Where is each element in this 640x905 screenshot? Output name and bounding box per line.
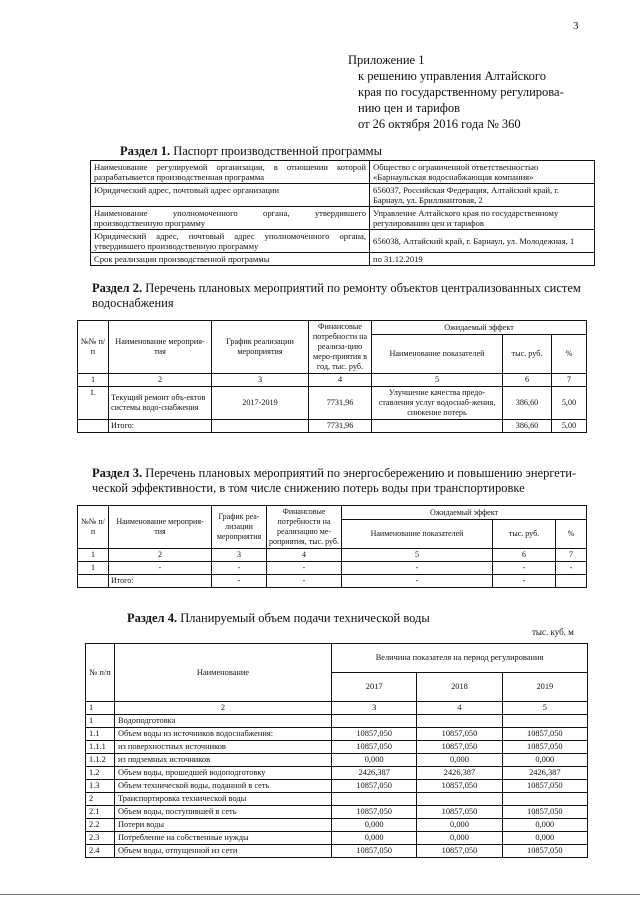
table-cell [502,793,587,806]
table-cell: - [342,562,493,575]
table-cell: 7731,96 [309,387,372,420]
table-cell: Улучшение качества предо-ставления услуг водоснаб-жения, снижение потерь [372,387,503,420]
table-cell: 1 [78,549,109,562]
table-cell: 0,000 [332,819,417,832]
total-row [78,575,587,588]
table-cell: 3 [212,549,267,562]
table-cell: 5,00 [552,420,587,433]
table-cell: 10857,050 [502,806,587,819]
section4-title: Планируемый объем подачи технической воды [180,611,430,625]
table-cell: 3 [212,374,309,387]
table-cell [417,793,502,806]
table-cell: 386,60 [503,420,552,433]
table-cell: 10857,050 [417,741,502,754]
table-cell: Водоподготовка [115,715,332,728]
technical-water-table [85,643,588,858]
table-row [91,253,595,266]
table-header-row [78,506,587,520]
table-row [86,728,588,741]
table-cell: 10857,050 [502,728,587,741]
table-row [86,767,588,780]
table-cell: 10857,050 [332,728,417,741]
table-cell: из подземных источников [115,754,332,767]
table-row [86,832,588,845]
table-cell: 0,000 [417,754,502,767]
header-cell: №№ п/п [78,506,109,549]
table-cell: 5 [342,549,493,562]
table-row [78,562,587,575]
header-cell: График реализации мероприятия [212,321,309,374]
table-row [91,161,595,184]
header-cell: % [556,520,587,549]
table-cell: 10857,050 [502,780,587,793]
appendix-block [348,52,608,132]
table-cell: 1.3 [86,780,115,793]
table-cell: 1. [78,387,109,420]
table-cell: 0,000 [417,819,502,832]
table-cell [556,575,587,588]
table-cell: Наименование уполномоченного органа, утвердившего производственную программу [91,207,370,230]
table-cell: 0,000 [332,832,417,845]
table-cell: 10857,050 [502,741,587,754]
table-cell: по 31.12.2019 [370,253,595,266]
table-cell: - [212,562,267,575]
table-cell: 0,000 [502,832,587,845]
table-cell: Управление Алтайского края по государственному регулированию цен и тарифов [370,207,595,230]
table-cell: Потребление на собственные нужды [115,832,332,845]
table-cell: 656037, Российская Федерация, Алтайский край, г. Барнаул, ул. Бриллиантовая, 2 [370,184,595,207]
table-cell: Объем воды, поступившей в сеть [115,806,332,819]
table-cell: 5 [372,374,503,387]
page-number: 3 [573,20,579,32]
table-cell: 1.1 [86,728,115,741]
table-cell: Срок реализации производственной программы [91,253,370,266]
section3-heading [92,466,592,496]
table-row [86,806,588,819]
header-cell: 2018 [417,673,502,702]
appendix-line: к решению управления Алтайского [358,69,546,83]
table-cell: 5 [502,702,587,715]
table-cell: - [493,575,556,588]
table-cell: 1.1.2 [86,754,115,767]
header-cell: № п/п [86,644,115,702]
table-cell: 7 [556,549,587,562]
header-cell: тыс. руб. [493,520,556,549]
table-header-row [86,644,588,673]
table-cell: 10857,050 [332,806,417,819]
table-cell [372,420,503,433]
repair-measures-table [77,320,587,433]
table-cell [212,420,309,433]
table-cell: 2426,387 [502,767,587,780]
table-row [86,715,588,728]
table-row [91,207,595,230]
section3-label: Раздел 3. [92,466,143,480]
table-cell: 4 [309,374,372,387]
table-cell: 0,000 [332,754,417,767]
table-cell: 10857,050 [332,741,417,754]
header-cell: Ожидаемый эффект [342,506,587,520]
table-cell [332,715,417,728]
table-cell: - [556,562,587,575]
appendix-line: от 26 октября 2016 года № 360 [358,117,521,131]
table-cell: 2 [109,374,212,387]
header-cell: Финансовые потребности на реализа-цию меро-приятия в год, тыс. руб. [309,321,372,374]
table-cell: 2.4 [86,845,115,858]
unit-label: тыс. куб. м [532,627,574,637]
table-row [86,845,588,858]
table-cell: - [342,575,493,588]
header-cell: Наименование показателей [372,335,503,374]
table-cell: 0,000 [502,819,587,832]
table-row [86,793,588,806]
table-cell: - [212,575,267,588]
bottom-divider [0,894,640,895]
table-cell: 1 [86,715,115,728]
table-cell [332,793,417,806]
table-cell: 656038, Алтайский край, г. Барнаул, ул. Молодежная, 1 [370,230,595,253]
section4-heading [127,611,430,626]
table-cell: 2 [86,793,115,806]
table-cell [78,575,109,588]
table-cell: 2.3 [86,832,115,845]
table-cell: 386,60 [503,387,552,420]
section1-heading [120,144,382,159]
table-cell: 6 [493,549,556,562]
section3-title: Перечень плановых мероприятий по энергосбережению и повышению энергети-ческой эффективности, в том числе снижению потерь воды при транспортировке [92,466,577,495]
table-cell: Наименование регулируемой организации, в отношении которой разрабатывается производственная программа [91,161,370,184]
table-cell: 2426,387 [332,767,417,780]
table-cell: 1.1.1 [86,741,115,754]
header-cell: Наименование [115,644,332,702]
table-cell: 0,000 [502,754,587,767]
table-cell: 7 [552,374,587,387]
table-cell: 6 [503,374,552,387]
table-cell: 2.1 [86,806,115,819]
table-cell: Текущий ремонт объ-ектов системы водо-снабжения [109,387,212,420]
total-row [78,420,587,433]
table-cell: 4 [267,549,342,562]
table-cell [78,420,109,433]
section2-label: Раздел 2. [92,281,143,295]
table-cell: Объем воды, отпущенной из сети [115,845,332,858]
table-cell: из поверхностных источников [115,741,332,754]
table-cell: Транспортировка технической воды [115,793,332,806]
table-cell: 10857,050 [332,845,417,858]
header-cell: Наименование показателей [342,520,493,549]
table-row [86,741,588,754]
header-cell: тыс. руб. [503,335,552,374]
header-cell: Наименование мероприя-тия [109,321,212,374]
header-cell: Наименование мероприя-тия [109,506,212,549]
table-cell: Юридический адрес, почтовый адрес организации [91,184,370,207]
header-cell: 2019 [502,673,587,702]
section1-label: Раздел 1. [120,144,171,158]
header-cell: Величина показателя на период регулирования [332,644,588,673]
table-cell: - [109,562,212,575]
header-cell: Ожидаемый эффект [372,321,587,335]
table-cell: 10857,050 [417,845,502,858]
header-cell: №№ п/п [78,321,109,374]
passport-table [90,160,595,266]
table-cell: - [267,575,342,588]
table-cell: - [267,562,342,575]
table-cell: Юридический адрес, почтовый адрес уполномоченного органа, утвердившего производственную программу [91,230,370,253]
table-row [78,387,587,420]
table-cell: 1 [78,562,109,575]
table-cell: 2 [115,702,332,715]
table-cell [417,715,502,728]
table-cell: 5,00 [552,387,587,420]
table-cell: Итого: [109,575,212,588]
table-cell: 2426,387 [417,767,502,780]
table-cell [502,715,587,728]
table-row [86,819,588,832]
table-cell: Объем воды, прошедшей водоподготовку [115,767,332,780]
table-cell: 2017-2019 [212,387,309,420]
header-cell: % [552,335,587,374]
column-number-row [86,702,588,715]
section2-heading [92,281,592,311]
header-cell: 2017 [332,673,417,702]
energy-measures-table [77,505,587,588]
header-cell: График реа-лизации мероприятия [212,506,267,549]
table-cell: - [493,562,556,575]
table-cell: 10857,050 [417,728,502,741]
table-cell: 4 [417,702,502,715]
table-cell: Потери воды [115,819,332,832]
table-cell: Объем технической воды, поданной в сеть [115,780,332,793]
table-cell: 10857,050 [417,780,502,793]
section1-title: Паспорт производственной программы [173,144,382,158]
table-cell: 1 [78,374,109,387]
table-cell: 0,000 [417,832,502,845]
table-row [91,230,595,253]
table-row [86,754,588,767]
header-cell: Финансовые потребности на реализацию ме-роприятия, тыс. руб. [267,506,342,549]
appendix-line: нию цен и тарифов [358,101,461,115]
section2-title: Перечень плановых мероприятий по ремонту объектов централизованных систем водоснабжения [92,281,581,310]
table-cell: Итого: [109,420,212,433]
column-number-row [78,549,587,562]
table-cell: 10857,050 [417,806,502,819]
table-cell: Общество с ограниченной ответственностью «Барнаульская водоснабжающая компания» [370,161,595,184]
section4-label: Раздел 4. [127,611,178,625]
table-header-row [78,321,587,335]
table-cell: 1 [86,702,115,715]
appendix-line: края по государственному регулирова- [358,85,564,99]
table-cell: 2.2 [86,819,115,832]
table-cell: 10857,050 [502,845,587,858]
table-cell: 10857,050 [332,780,417,793]
table-cell: 2 [109,549,212,562]
table-cell: 3 [332,702,417,715]
table-cell: 7731,96 [309,420,372,433]
table-cell: 1.2 [86,767,115,780]
appendix-line: Приложение 1 [348,53,425,67]
column-number-row [78,374,587,387]
table-cell: Объем воды из источников водоснабжения: [115,728,332,741]
table-row [86,780,588,793]
table-row [91,184,595,207]
